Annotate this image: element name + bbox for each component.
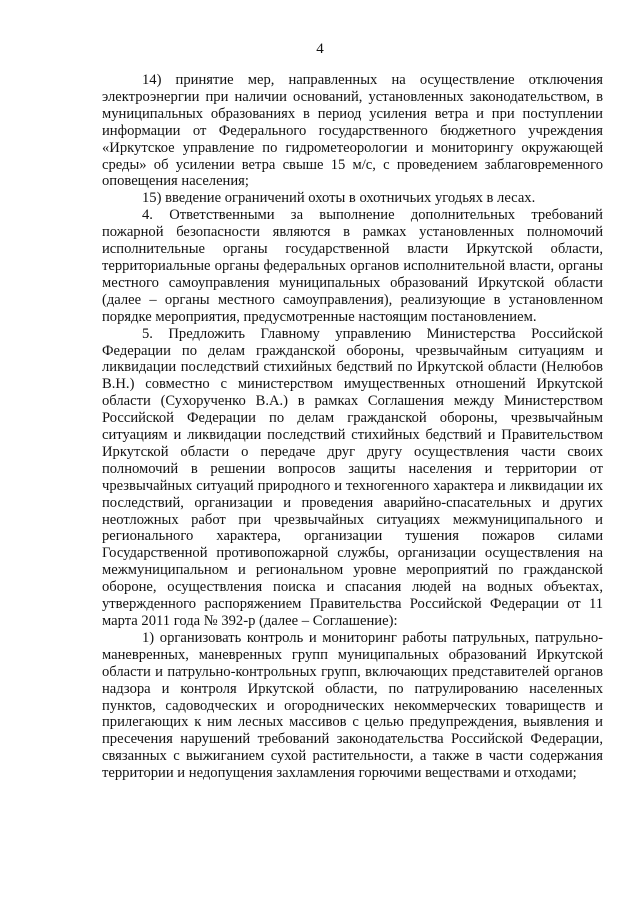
paragraph-item-14: 14) принятие мер, направленных на осуществление отключения электроэнергии при наличии оснований, установленных законодательством, в муниципальных образованиях в период усиления ветра и при поступлении информации от Федерального государственного бюджетного учреждения «Иркутское управление по гидрометеорологии и мониторингу окружающей среды» об усилении ветра свыше 15 м/с, с проведением заблаговременного оповещения населения; — [102, 72, 603, 190]
paragraph-item-15: 15) введение ограничений охоты в охотничьих угодьях в лесах. — [142, 190, 536, 207]
paragraph-section-5: 5. Предложить Главному управлению Министерства Российской Федерации по делам гражданской обороны, чрезвычайным ситуациям и ликвидации последствий стихийных бедствий по Иркутской области (Нелюбов В.Н.) совместно с министерством имущественных отношений Иркутской области (Сухорученко В.А.) в рамках Соглашения между Министерством Российской Федерации по делам гражданской обороны, чрезвычайным ситуациям и ликвидации последствий стихийных бедствий и Правительством Иркутской области о передаче друг другу осуществления части своих полномочий в решении вопросов защиты населения и территории от чрезвычайных ситуаций природного и техногенного характера и ликвидации их последствий, организации и проведения аварийно-спасательных и других неотложных работ при чрезвычайных ситуациях межмуниципального и регионального характера, организации тушения пожаров силами Государственной противопожарной службы, организации осуществления на межмуниципальном и региональном уровне мероприятий по гражданской обороне, осуществления поиска и спасания людей на водных объектах, утвержденного распоряжением Правительства Российской Федерации от 11 марта 2011 года № 392-р (далее – Соглашение): — [102, 325, 603, 629]
paragraph-section-4: 4. Ответственными за выполнение дополнительных требований пожарной безопасности являются в рамках установленных полномочий исполнительные органы государственной власти Иркутской области, территориальные органы федеральных органов исполнительной власти, органы местного самоуправления муниципальных образований Иркутской области (далее – органы местного самоуправления), реализующие в установленном порядке мероприятия, предусмотренные настоящим постановлением. — [102, 207, 603, 325]
document-body — [102, 72, 603, 782]
page-number: 4 — [316, 41, 324, 57]
paragraph-subitem-1: 1) организовать контроль и мониторинг работы патрульных, патрульно-маневренных, маневренных групп муниципальных образований Иркутской области и патрульно-контрольных групп, включающих представителей органов надзора и контроля Иркутской области, по патрулированию населенных пунктов, садоводческих и огороднических некоммерческих товариществ и прилегающих к ним лесных массивов с целью предупреждения, выявления и пресечения нарушений требований законодательства Российской Федерации, связанных с выжиганием сухой растительности, а также в части содержания территории и недопущения захламления горючими веществами и отходами; — [102, 629, 603, 782]
